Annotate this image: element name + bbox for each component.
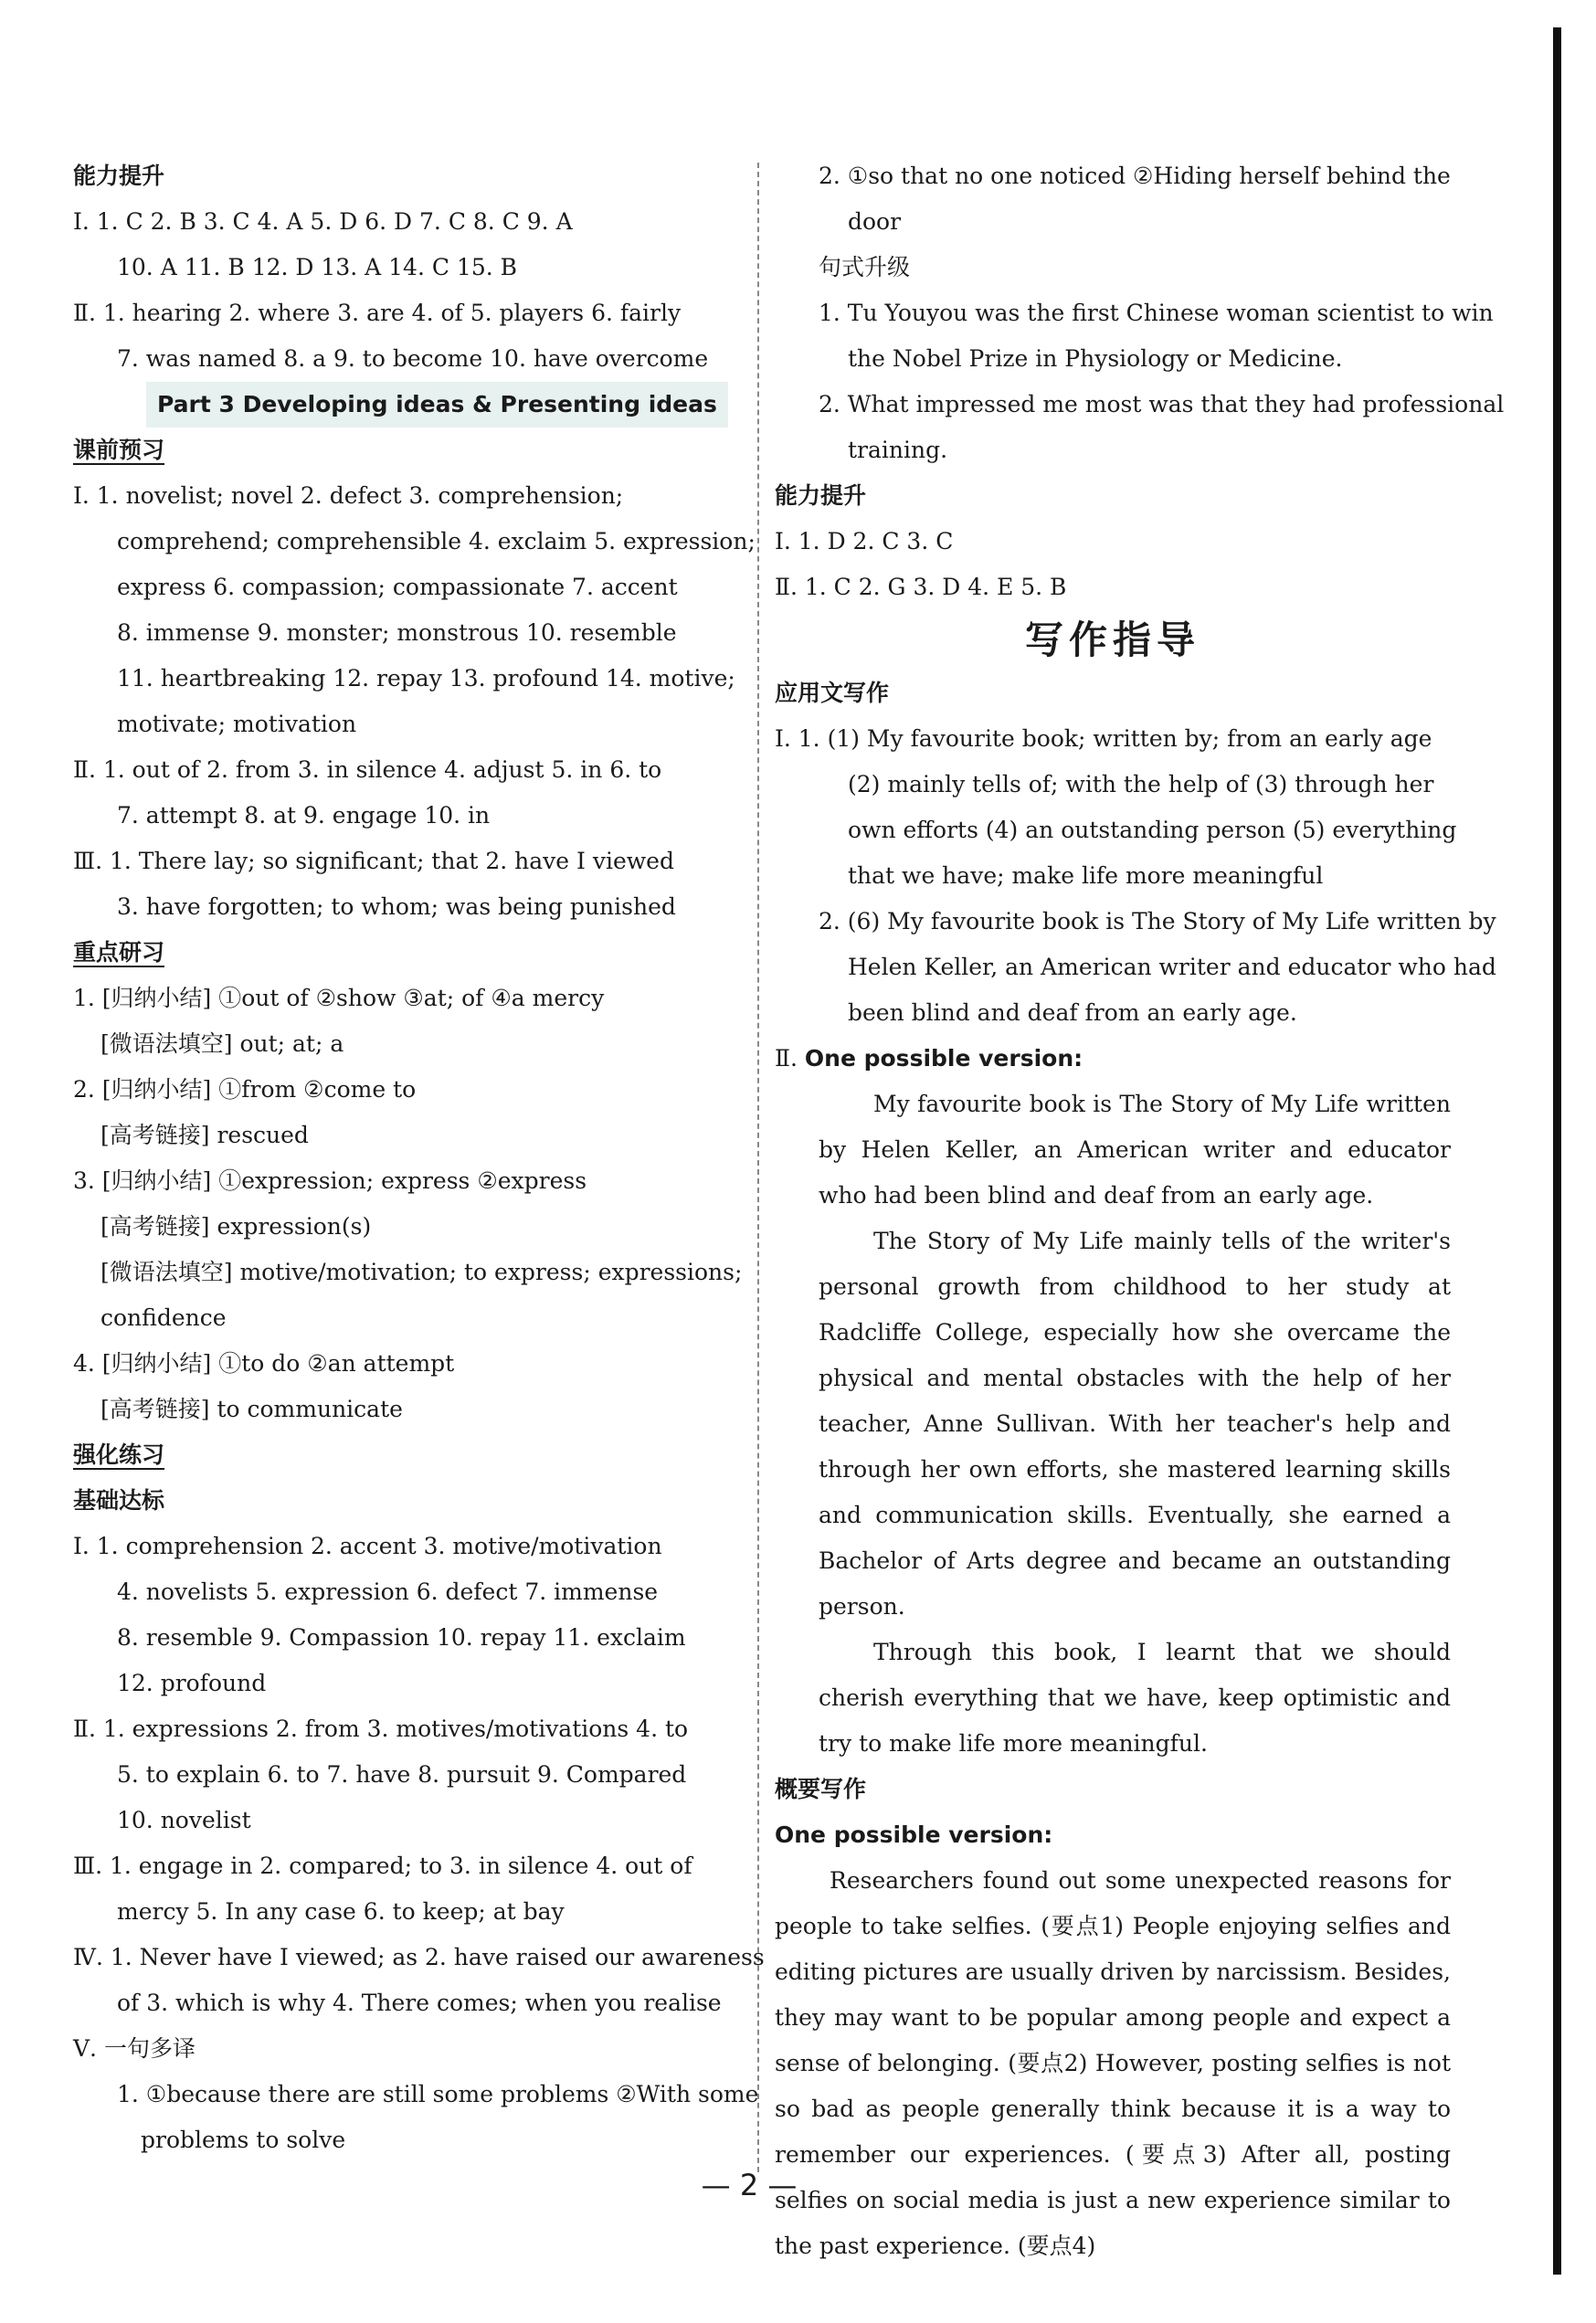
answer-line: of 3. which is why 4. There comes; when you realise: [117, 1990, 722, 2016]
section-heading: 重点研习: [73, 939, 165, 966]
part-title: Part 3 Developing ideas & Presenting ideas: [73, 382, 740, 428]
summary-paragraph: Researchers found out some unexpected reasons for people to take selfies. (要点1) People enjoying selfies and editing pictures are usually driven by narcissism. Besides, they may want to be popular among people and expect a sense of belonging. (要点2) However, posting selfies is not so bad as people generally think because it is a way to remember our experiences. (要点3) After all, posting selfies on social media is just a new experience similar to the past experience. (要点4): [775, 1867, 1451, 2259]
answer-line: mercy 5. In any case 6. to keep; at bay: [117, 1898, 565, 1925]
section-heading: 概要写作: [775, 1776, 867, 1802]
answer-line: 10. A 11. B 12. D 13. A 14. C 15. B: [117, 254, 517, 280]
answer-line: Ⅴ. 一句多译: [73, 2035, 196, 2062]
essay-paragraph: Through this book, I learnt that we should cherish everything that we have, keep optimistic and try to make life more meaningful.: [819, 1639, 1451, 1757]
answer-line: Ⅱ. 1. hearing 2. where 3. are 4. of 5. players 6. fairly: [73, 300, 682, 326]
answer-line: door: [848, 208, 902, 235]
answer-line: 4. novelists 5. expression 6. defect 7. immense: [117, 1579, 659, 1605]
left-column: [73, 153, 765, 2163]
answer-line: express 6. compassion; compassionate 7. accent: [117, 574, 678, 600]
answer-line: [微语法填空] out; at; a: [100, 1030, 344, 1057]
answer-line: Ⅱ. 1. C 2. G 3. D 4. E 5. B: [775, 574, 1067, 600]
answer-line: (2) mainly tells of; with the help of (3) through her: [848, 771, 1434, 797]
answer-line: comprehend; comprehensible 4. exclaim 5. expression;: [117, 528, 756, 554]
one-possible-version-label: One possible version:: [804, 1045, 1083, 1072]
answer-line: 3. have forgotten; to whom; was being punished: [117, 893, 676, 920]
answer-line: confidence: [100, 1304, 227, 1331]
answer-line: Ⅲ. 1. engage in 2. compared; to 3. in silence 4. out of: [73, 1853, 692, 1879]
page-edge-bar: [1553, 27, 1561, 2275]
page-number: — 2 —: [701, 2168, 798, 2202]
answer-line: [高考链接] rescued: [100, 1122, 309, 1148]
essay-header: Ⅱ. One possible version:: [775, 1045, 1083, 1072]
writing-guide-title: 写作指导: [1024, 618, 1200, 662]
answer-line: 2. ①so that no one noticed ②Hiding herself behind the: [819, 163, 1451, 189]
answer-line: 1. ①because there are still some problems ②With some: [117, 2081, 759, 2107]
section-heading: 应用文写作: [775, 680, 890, 706]
column-divider: [757, 163, 759, 2172]
answer-line: 4. [归纳小结] ①to do ②an attempt: [73, 1350, 455, 1377]
section-heading: 课前预习: [73, 437, 165, 463]
answer-line: training.: [848, 437, 948, 463]
answer-line: Helen Keller, an American writer and educator who had: [848, 954, 1496, 980]
answer-line: Ⅱ. 1. out of 2. from 3. in silence 4. adjust 5. in 6. to: [73, 756, 662, 783]
answer-line: Ⅰ. 1. (1) My favourite book; written by; from an early age: [775, 725, 1432, 752]
answer-line: 1. [归纳小结] ①out of ②show ③at; of ④a mercy: [73, 985, 605, 1011]
answer-line: 2. [归纳小结] ①from ②come to: [73, 1076, 417, 1103]
section-heading: 强化练习: [73, 1441, 165, 1468]
answer-line: 8. immense 9. monster; monstrous 10. resemble: [117, 619, 677, 646]
answer-line: 2. (6) My favourite book is The Story of My Life written by: [819, 908, 1496, 934]
answer-line: [高考链接] expression(s): [100, 1213, 372, 1240]
section-subheading: 句式升级: [819, 254, 911, 280]
answer-line: motivate; motivation: [117, 711, 357, 737]
section-heading: 能力提升: [775, 482, 867, 509]
section-heading: 基础达标: [73, 1487, 165, 1514]
answer-line: Ⅳ. 1. Never have I viewed; as 2. have raised our awareness: [73, 1944, 765, 1970]
answer-line: 1. Tu Youyou was the first Chinese woman scientist to win: [819, 300, 1494, 326]
answer-line: that we have; make life more meaningful: [848, 862, 1324, 889]
essay-paragraph: My favourite book is The Story of My Life written by Helen Keller, an American writer and educator who had been blind and deaf from an early age.: [819, 1091, 1451, 1209]
answer-line: Ⅰ. 1. comprehension 2. accent 3. motive/motivation: [73, 1533, 662, 1559]
right-column: [775, 153, 1505, 2269]
answer-line: Ⅲ. 1. There lay; so significant; that 2. have I viewed: [73, 848, 674, 874]
section-heading: 能力提升: [73, 163, 165, 189]
answer-line: 5. to explain 6. to 7. have 8. pursuit 9. Compared: [117, 1761, 687, 1788]
answer-line: 10. novelist: [117, 1807, 251, 1833]
answer-line: [微语法填空] motive/motivation; to express; expressions;: [100, 1259, 743, 1285]
answer-line: 3. [归纳小结] ①expression; express ②express: [73, 1167, 587, 1194]
answer-line: Ⅰ. 1. D 2. C 3. C: [775, 528, 954, 554]
answer-line: [高考链接] to communicate: [100, 1396, 403, 1422]
answer-line: 7. was named 8. a 9. to become 10. have overcome: [117, 345, 709, 372]
answer-line: own efforts (4) an outstanding person (5) everything: [848, 817, 1457, 843]
answer-line: 7. attempt 8. at 9. engage 10. in: [117, 802, 491, 829]
answer-line: 2. What impressed me most was that they had professional: [819, 391, 1505, 417]
answer-line: Ⅱ. 1. expressions 2. from 3. motives/motivations 4. to: [73, 1716, 689, 1742]
answer-line: 8. resemble 9. Compassion 10. repay 11. exclaim: [117, 1624, 686, 1651]
answer-line: 12. profound: [117, 1670, 267, 1696]
answer-line: Ⅰ. 1. novelist; novel 2. defect 3. comprehension;: [73, 482, 624, 509]
answer-line: been blind and deaf from an early age.: [848, 999, 1297, 1026]
answer-line: the Nobel Prize in Physiology or Medicine.: [848, 345, 1343, 372]
answer-line: problems to solve: [141, 2127, 346, 2153]
answer-line: Ⅰ. 1. C 2. B 3. C 4. A 5. D 6. D 7. C 8. C 9. A: [73, 208, 573, 235]
essay-paragraph: The Story of My Life mainly tells of the writer's personal growth from childhood to her study at Radcliffe College, especially how she overcame the physical and mental obstacles with the help of her teacher, Anne Sullivan. With her teacher's help and through her own efforts, she mastered learning skills and communication skills. Eventually, she earned a Bachelor of Arts degree and became an outstanding person.: [819, 1228, 1451, 1620]
one-possible-version-label: One possible version:: [775, 1821, 1053, 1848]
answer-line: 11. heartbreaking 12. repay 13. profound 14. motive;: [117, 665, 735, 692]
